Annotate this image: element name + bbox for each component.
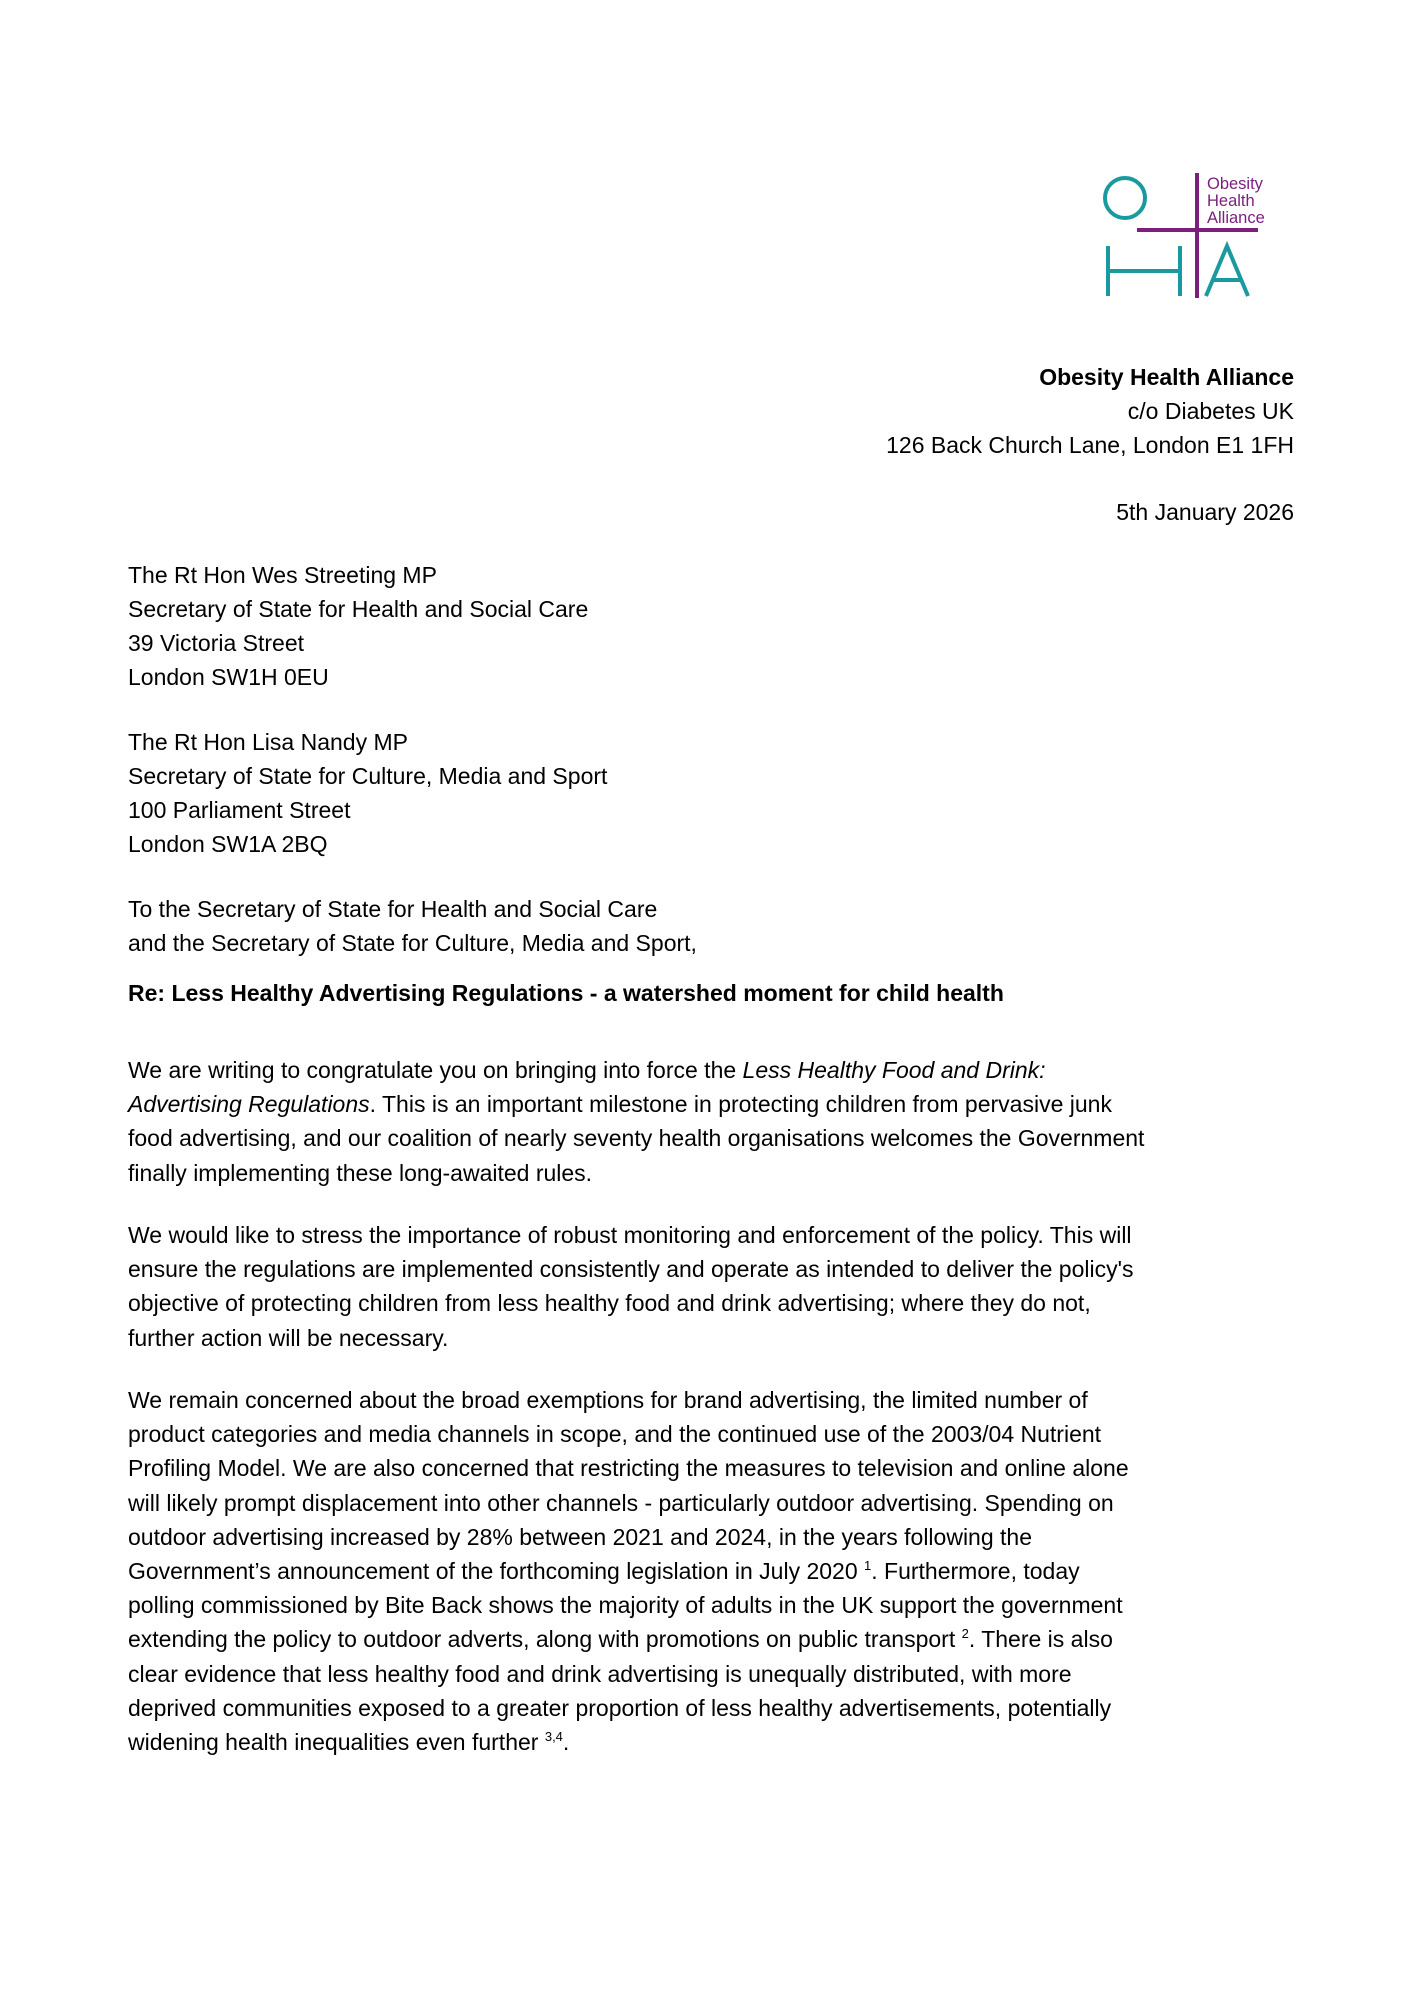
- text-line: clear evidence that less healthy food and drink advertising is unequally distributed, with more: [128, 1660, 1072, 1687]
- text-line: [128, 1725, 1298, 1759]
- text-span: extending the policy to outdoor adverts, along with promotions on public transport: [128, 1626, 962, 1653]
- body-paragraph: [128, 1053, 1298, 1190]
- text-line: further action will be necessary.: [128, 1324, 449, 1351]
- text-span: .: [562, 1729, 570, 1756]
- text-line: [128, 1053, 1298, 1087]
- logo-text-line: Health: [1207, 192, 1255, 210]
- text-span: . Furthermore, today: [871, 1558, 1080, 1585]
- letter-date: 5th January 2026: [1116, 499, 1294, 525]
- text-line: [128, 1554, 1298, 1588]
- recipient-title: Secretary of State for Health and Social Care: [128, 596, 589, 622]
- regulation-title-italic: Advertising Regulations: [128, 1091, 370, 1118]
- footnote-ref[interactable]: 3,4: [544, 1729, 563, 1745]
- body-paragraph: [128, 1383, 1298, 1759]
- recipient-title: Secretary of State for Culture, Media and Sport: [128, 763, 608, 789]
- regulation-title-italic: Less Healthy Food and Drink:: [742, 1057, 1046, 1083]
- recipient-name: The Rt Hon Lisa Nandy MP: [128, 729, 408, 755]
- recipient-street: 100 Parliament Street: [128, 797, 351, 823]
- recipient-name: The Rt Hon Wes Streeting MP: [128, 562, 437, 588]
- text-span: . This is an important milestone in protecting children from pervasive junk: [369, 1091, 1112, 1118]
- logo-text-line: Alliance: [1207, 209, 1265, 227]
- text-line: ensure the regulations are implemented consistently and operate as intended to deliver the policy's: [128, 1256, 1134, 1283]
- text-line: product categories and media channels in scope, and the continued use of the 2003/04 Nutrient: [128, 1421, 1102, 1448]
- text-span: We are writing to congratulate you on bringing into force the: [128, 1057, 743, 1083]
- text-span: Government’s announcement of the forthcoming legislation in July 2020: [128, 1558, 865, 1585]
- logo-wordmark: [1207, 176, 1265, 227]
- footnote-ref[interactable]: 1: [864, 1558, 872, 1574]
- recipient-city: London SW1A 2BQ: [128, 831, 328, 857]
- text-line: objective of protecting children from less healthy food and drink advertising; where they do not,: [128, 1290, 1091, 1317]
- body-paragraph: [128, 1218, 1298, 1355]
- text-line: We remain concerned about the broad exemptions for brand advertising, the limited number of: [128, 1387, 1088, 1413]
- subject-line: Re: Less Healthy Advertising Regulations - a watershed moment for child health: [128, 980, 1004, 1006]
- text-line: We would like to stress the importance of robust monitoring and enforcement of the policy. This will: [128, 1222, 1132, 1248]
- logo-text-line: Obesity: [1207, 175, 1263, 193]
- text-line: [128, 1622, 1298, 1656]
- text-span: . There is also: [968, 1626, 1113, 1653]
- salutation-line: and the Secretary of State for Culture, Media and Sport,: [128, 930, 697, 956]
- footnote-ref[interactable]: 2: [961, 1626, 969, 1642]
- text-line: [128, 1087, 1298, 1121]
- text-line: finally implementing these long-awaited rules.: [128, 1159, 593, 1186]
- sender-care-of: c/o Diabetes UK: [1127, 398, 1294, 424]
- recipient-address-block: [128, 725, 607, 861]
- oha-logo: [1100, 168, 1270, 308]
- text-line: Profiling Model. We are also concerned that restricting the measures to television and online alone: [128, 1455, 1129, 1482]
- recipient-street: 39 Victoria Street: [128, 630, 305, 656]
- sender-street-address: 126 Back Church Lane, London E1 1FH: [886, 432, 1294, 458]
- salutation: [128, 892, 697, 960]
- text-line: will likely prompt displacement into other channels - particularly outdoor advertising. Spending on: [128, 1489, 1114, 1516]
- salutation-line: To the Secretary of State for Health and Social Care: [128, 896, 658, 922]
- sender-organisation: Obesity Health Alliance: [1039, 364, 1294, 390]
- text-span: widening health inequalities even further: [128, 1729, 545, 1756]
- text-line: deprived communities exposed to a greater proportion of less healthy advertisements, potentially: [128, 1694, 1112, 1721]
- text-line: polling commissioned by Bite Back shows the majority of adults in the UK support the government: [128, 1592, 1123, 1619]
- recipient-city: London SW1H 0EU: [128, 664, 329, 690]
- text-line: food advertising, and our coalition of nearly seventy health organisations welcomes the Government: [128, 1125, 1145, 1152]
- sender-address-block: [886, 360, 1294, 462]
- recipient-address-block: [128, 558, 588, 694]
- text-line: outdoor advertising increased by 28% between 2021 and 2024, in the years following the: [128, 1523, 1032, 1550]
